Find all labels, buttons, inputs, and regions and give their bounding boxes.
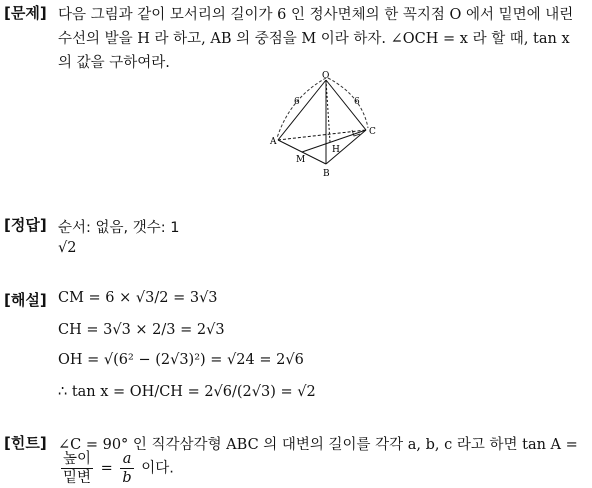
answer-value: √2 xyxy=(58,240,77,256)
arc-right xyxy=(328,78,368,128)
problem-line-3: 의 값을 구하여라. xyxy=(58,55,170,71)
hint-fraction-words xyxy=(61,450,93,487)
label-c: C xyxy=(369,127,376,137)
arc-left xyxy=(277,78,326,138)
solution-tan: ∴ tan x = OH/CH = 2√6/(2√3) = √2 xyxy=(58,384,316,400)
problem-line-2: 수선의 발을 H 라 하고, AB 의 중점을 M 이라 하자. ∠OCH = x 라 할 때, tan x xyxy=(58,31,570,47)
problem-line-1: 다음 그림과 같이 모서리의 길이가 6 인 정사면체의 한 꼭지점 O 에서 밑면에 내린 xyxy=(58,7,574,23)
label-o: O xyxy=(322,71,330,81)
label-b: B xyxy=(323,169,330,179)
label-m: M xyxy=(296,155,306,165)
hint-equals: = xyxy=(100,460,113,477)
label-edge-left: 6 xyxy=(294,97,300,107)
hint-tail: 이다. xyxy=(141,460,174,477)
label-a: A xyxy=(270,137,277,147)
hint-tag: [힌트] xyxy=(4,434,47,452)
edge-oa xyxy=(278,80,326,140)
solution-tag: [해설] xyxy=(4,291,47,309)
solution-oh: OH = √(6² − (2√3)²) = √24 = 2√6 xyxy=(58,352,304,368)
solution-cm: CM = 6 × √3/2 = 3√3 xyxy=(58,290,218,306)
answer-line-1: 순서: 없음, 갯수: 1 xyxy=(58,220,180,236)
hint-b: b xyxy=(122,470,132,486)
hint-fraction-letters xyxy=(120,450,133,487)
label-edge-right: 6 xyxy=(354,97,360,107)
segment-oh xyxy=(326,80,330,142)
edge-oc xyxy=(326,80,366,130)
label-h: H xyxy=(332,145,340,155)
answer-tag: [정답] xyxy=(4,216,47,234)
problem-tag: [문제] xyxy=(4,4,47,22)
hint-line-1: ∠C = 90° 인 직각삼각형 ABC 의 대변의 길이를 각각 a, b, c 라고 하면 tan A = xyxy=(58,437,578,453)
tetrahedron-figure xyxy=(262,68,392,180)
hint-a: a xyxy=(122,451,132,467)
hint-denominator: 밑변 xyxy=(63,470,92,486)
hint-numerator: 높이 xyxy=(63,451,92,467)
hint-line-2 xyxy=(58,450,174,487)
solution-ch: CH = 3√3 × 2/3 = 2√3 xyxy=(58,322,225,338)
